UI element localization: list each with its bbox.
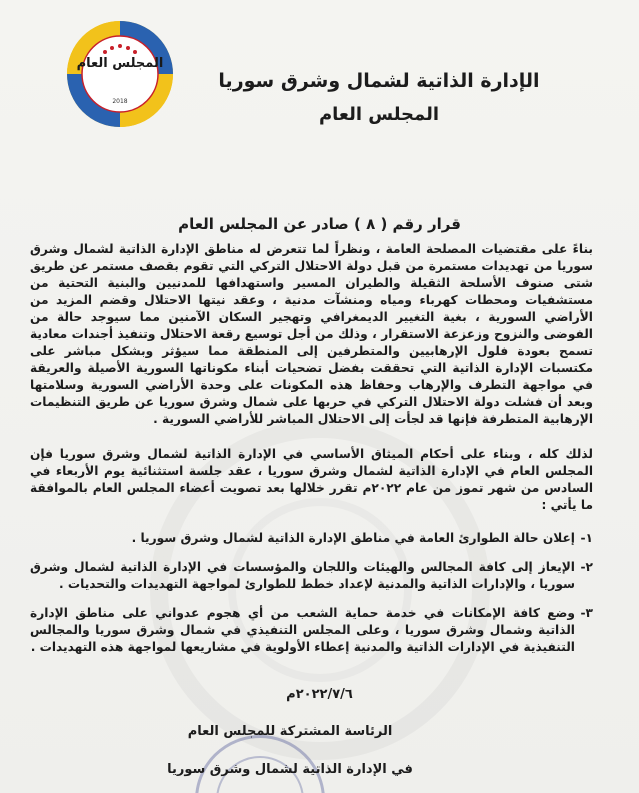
- letterhead-council: المجلس العام: [318, 104, 440, 125]
- signature-title: الرئاسة المشتركة للمجلس العام: [187, 724, 393, 739]
- logo-emblem: [66, 20, 174, 128]
- decision-items: [30, 530, 593, 656]
- decision-body: [30, 241, 593, 668]
- decision-item: [30, 530, 593, 547]
- council-logo: [66, 20, 174, 128]
- resolution-text: لذلك كله ، وبناء على أحكام الميثاق الأساسي في الإدارة الذاتية لشمال وشرق سوريا فإن المجلس العام في الإدارة الذاتية لشمال وشرق سوريا ، عقد جلسة استثنائية يوم الأربعاء في السادس من شهر تموز من عام ٢٠٢٢م تقرر خلالها بعد تصويت أعضاء المجلس العام بالموافقة ما يأتي :: [30, 447, 593, 512]
- letterhead: [199, 68, 559, 128]
- logo-center-text: المجلس العام: [76, 56, 164, 71]
- item-text: الإيعاز إلى كافة المجالس والهيئات واللجان والمؤسسات في الإدارة الذاتية لشمال وشرق سوريا ، والإدارات الذاتية والمدنية لإعداد خطط للطوارئ لمواجهة التهديدات والتحديات .: [30, 560, 575, 591]
- decision-item: [30, 605, 593, 656]
- item-number: ٢-: [580, 560, 593, 574]
- item-number: ٣-: [580, 606, 593, 620]
- decision-date: ٢٠٢٢/٧/٦م: [286, 687, 353, 702]
- signature-entity: في الإدارة الذاتية لشمال وشرق سوريا: [167, 762, 413, 777]
- decision-item: [30, 559, 593, 593]
- decision-title: قرار رقم ( ٨ ) صادر عن المجلس العام: [178, 215, 461, 233]
- item-number: ١-: [580, 531, 593, 545]
- resolution-paragraph: [30, 446, 593, 514]
- logo-year: 2018: [112, 98, 128, 105]
- item-text: وضع كافة الإمكانات في خدمة حماية الشعب من أي هجوم عدواني على مناطق الإدارة الذاتية وشمال وشرق سوريا ، وعلى المجلس التنفيذي في شمال وشرق سوريا والمجالس التنفيذية في الإدارات الذاتية والمدنية إعطاء الأولوية في مشاريعها لمواجهة هذه التهديدات .: [30, 606, 575, 654]
- preamble-paragraph: [30, 241, 593, 428]
- letterhead-administration: الإدارة الذاتية لشمال وشرق سوريا: [218, 70, 540, 92]
- signature-block: [160, 722, 420, 780]
- item-text: إعلان حالة الطوارئ العامة في مناطق الإدارة الذاتية لشمال وشرق سوريا .: [131, 531, 575, 545]
- preamble-text: بناءً على مقتضيات المصلحة العامة ، ونظراً لما تتعرض له مناطق الإدارة الذاتية لشمال وشرق سوريا من تهديدات مستمرة من قبل دولة الاحتلال التركي التي تقوم بقصف مستمر عن طريق شتى صنوف الأسلحة الثقيلة والطيران المسير واستهدافها للمدنيين والبنية التحتية من مستشفيات ومحطات كهرباء ومياه ومنشآت مدنية ، وعقد نيتها الاحتلال وقضم المزيد من الأراضي السورية ، بغية التغيير الديمغرافي وتهجير السكان الآمنين مما سيوجد حالة من الفوضى والنزوح وزعزعة الاستقرار ، وذلك من أجل توسيع رقعة الاحتلال وتنفيذ أجندات معادية تسمح بعودة فلول الإرهابيين والمتطرفين إلى المنطقة مما سيؤثر وبشكل مباشر على مكتسبات الإدارة الذاتية التي تحققت بفضل تضحيات أبناء مكوناتها السورية الأصيلة والعريقة في مواجهة التطرف والإرهاب وحفاظ هذه المكونات على وحدة الأراضي السورية وسلامتها وبعد أن فشلت دولة الاحتلال التركي في حربها على شمال وشرق سوريا عن طريق التنظيمات الإرهابية المتطرفة فإنها قد لجأت إلى الاحتلال المباشر للأراضي السورية .: [30, 242, 593, 426]
